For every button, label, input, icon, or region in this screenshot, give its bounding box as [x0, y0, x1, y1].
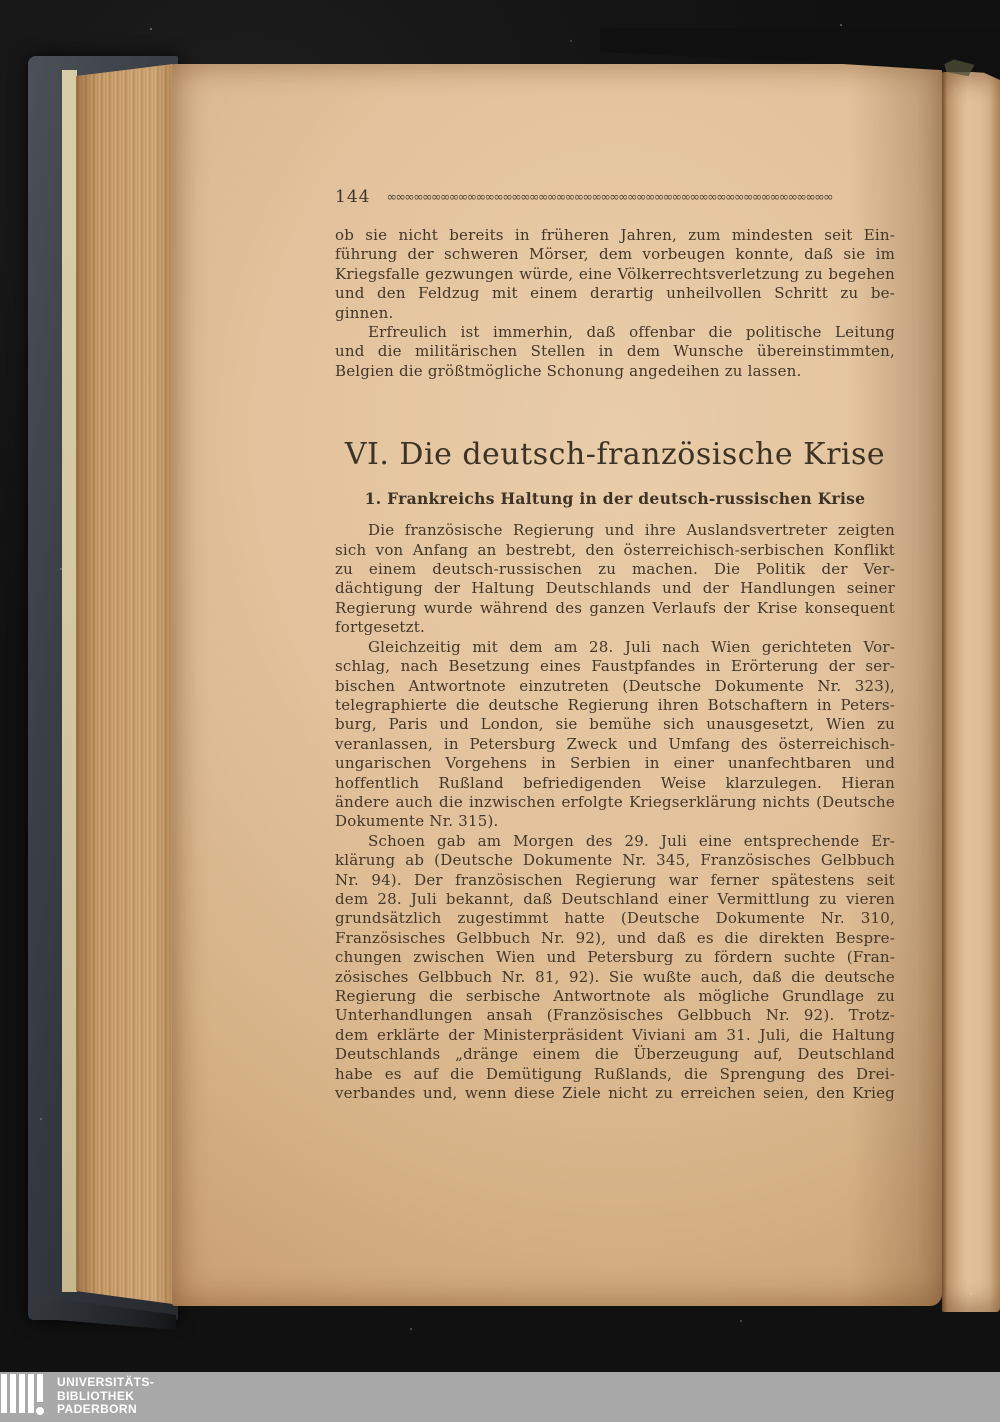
brand-line: PADERBORN — [57, 1402, 138, 1416]
text-line: bischen Antwortnote einzutreten (Deutsche Dokumente Nr. 323), — [335, 676, 895, 695]
text-line: burg, Paris und London, sie bemühe sich unausgesetzt, Wien zu — [335, 715, 895, 734]
text-line: Nr. 94). Der französischen Regierung war ferner spätestens seit — [335, 870, 895, 889]
text-line: Deutschlands „dränge einem die Überzeugung auf, Deutschland — [335, 1045, 895, 1064]
logo-bar — [10, 1374, 16, 1413]
paragraphs-after-heading — [335, 521, 895, 1103]
text-line: veranlassen, in Petersburg Zweck und Umfang des österreichisch- — [335, 734, 895, 753]
text-line: dächtigung der Haltung Deutschlands und der Handlungen seiner — [335, 579, 895, 598]
text-line: Regierung wurde während des ganzen Verlaufs der Krise konsequent — [335, 598, 895, 617]
adjacent-page-gutter — [942, 72, 1000, 1312]
text-line: Gleichzeitig mit dem am 28. Juli nach Wien gerichteten Vor- — [368, 637, 895, 656]
page-stack-fore-edge — [76, 64, 173, 1304]
text-line: fortgesetzt. — [335, 618, 425, 637]
text-line: ungarischen Vorgehens in Serbien in einer unanfechtbaren und — [335, 754, 895, 773]
brand-line: BIBLIOTHEK — [57, 1388, 135, 1403]
text-line: führung der schweren Mörser, dem vorbeugen konnte, daß sie im — [335, 245, 895, 264]
ub-paderborn-logo-icon — [0, 1374, 50, 1422]
chapter-heading: VI. Die deutsch-französische Krise — [344, 437, 886, 473]
text-line: dem erklärte der Ministerpräsident Viviani am 31. Juli, die Haltung — [335, 1025, 895, 1044]
library-brand-text — [57, 1376, 154, 1417]
brand-line: UNIVERSITÄTS- — [57, 1375, 155, 1389]
text-line: zösisches Gelbbuch Nr. 81, 92). Sie wußte auch, daß die deutsche — [335, 967, 895, 986]
text-line: und die militärischen Stellen in dem Wunsche übereinstimmten, — [335, 342, 895, 361]
text-line: Französisches Gelbbuch Nr. 92), und daß es die direkten Bespre- — [335, 928, 895, 947]
section-heading: 1. Frankreichs Haltung in der deutsch-russischen Krise — [364, 489, 866, 509]
paragraph — [335, 323, 895, 381]
text-line: verbandes und, wenn diese Ziele nicht zu erreichen seien, den Krieg — [335, 1084, 895, 1103]
paragraph — [335, 638, 895, 832]
logo-bar — [28, 1374, 34, 1413]
text-line: Kriegsfalle gezwungen würde, eine Völkerrechtsverletzung zu begehen — [335, 264, 895, 283]
text-line: habe es auf die Demütigung Rußlands, die Sprengung des Drei- — [335, 1064, 895, 1083]
dust-specks — [150, 28, 152, 30]
text-line: telegraphierte die deutsche Regierung ihren Botschaftern in Peters- — [335, 695, 895, 714]
text-line: ginnen. — [335, 303, 394, 322]
text-line: Die französische Regierung und ihre Auslandsvertreter zeigten — [368, 521, 895, 540]
text-line: Schoen gab am Morgen des 29. Juli eine entsprechende Er- — [368, 831, 895, 850]
text-line: grundsätzlich zugestimmt hatte (Deutsche Dokumente Nr. 310, — [335, 909, 895, 928]
page-header — [335, 186, 895, 208]
logo-dot — [36, 1407, 44, 1415]
text-line: ändere auch die inzwischen erfolgte Kriegserklärung nichts (Deutsche — [335, 792, 895, 811]
page-number: 144 — [335, 187, 371, 207]
text-line: zu einem deutsch-russischen zu machen. Die Politik der Ver- — [335, 560, 895, 579]
text-line: dem 28. Juli bekannt, daß Deutschland einer Vermittlung zu vieren — [335, 889, 895, 908]
text-line: Dokumente Nr. 315). — [335, 812, 499, 831]
logo-bar — [19, 1374, 25, 1413]
paragraph — [335, 521, 895, 637]
text-line: Unterhandlungen ansah (Französisches Gelbbuch Nr. 92). Trotz- — [335, 1006, 895, 1025]
text-line: Regierung die serbische Antwortnote als mögliche Grundlage zu — [335, 987, 895, 1005]
logo-bar — [1, 1374, 7, 1413]
text-line: und den Feldzug mit einem derartig unheilvollen Schritt zu be- — [335, 284, 895, 303]
paragraphs-before-heading — [335, 226, 895, 381]
endpaper-edge — [62, 70, 77, 1292]
text-line: ob sie nicht bereits in früheren Jahren, zum mindesten seit Ein- — [335, 226, 895, 244]
paragraph — [335, 226, 895, 323]
book-page — [172, 64, 942, 1306]
text-line: Erfreulich ist immerhin, daß offenbar die politische Leitung — [368, 323, 895, 342]
text-line: klärung ab (Deutsche Dokumente Nr. 345, Französisches Gelbbuch — [335, 851, 895, 870]
text-line: Belgien die größtmögliche Schonung angedeihen zu lassen. — [335, 361, 802, 380]
chain-ornament-rule: ∞∞∞∞∞∞∞∞∞∞∞∞∞∞∞∞∞∞∞∞∞∞∞∞∞∞∞∞∞∞∞∞∞∞∞∞∞∞∞∞∞∞∞∞∞∞∞∞∞∞ — [386, 188, 833, 204]
text-line: sich von Anfang an bestrebt, den österreichisch-serbischen Konflikt — [335, 540, 895, 559]
text-line: chungen zwischen Wien und Petersburg zu fördern suchte (Fran- — [335, 948, 895, 967]
text-line: schlag, nach Besetzung eines Faustpfandes in Erörterung der ser- — [335, 657, 895, 676]
text-line: hoffentlich Rußland befriedigenden Weise klarzulegen. Hieran — [335, 773, 895, 792]
library-footer-band — [0, 1372, 1000, 1422]
paragraph — [335, 832, 895, 1104]
logo-bar — [37, 1374, 43, 1402]
text-column — [335, 186, 895, 1103]
